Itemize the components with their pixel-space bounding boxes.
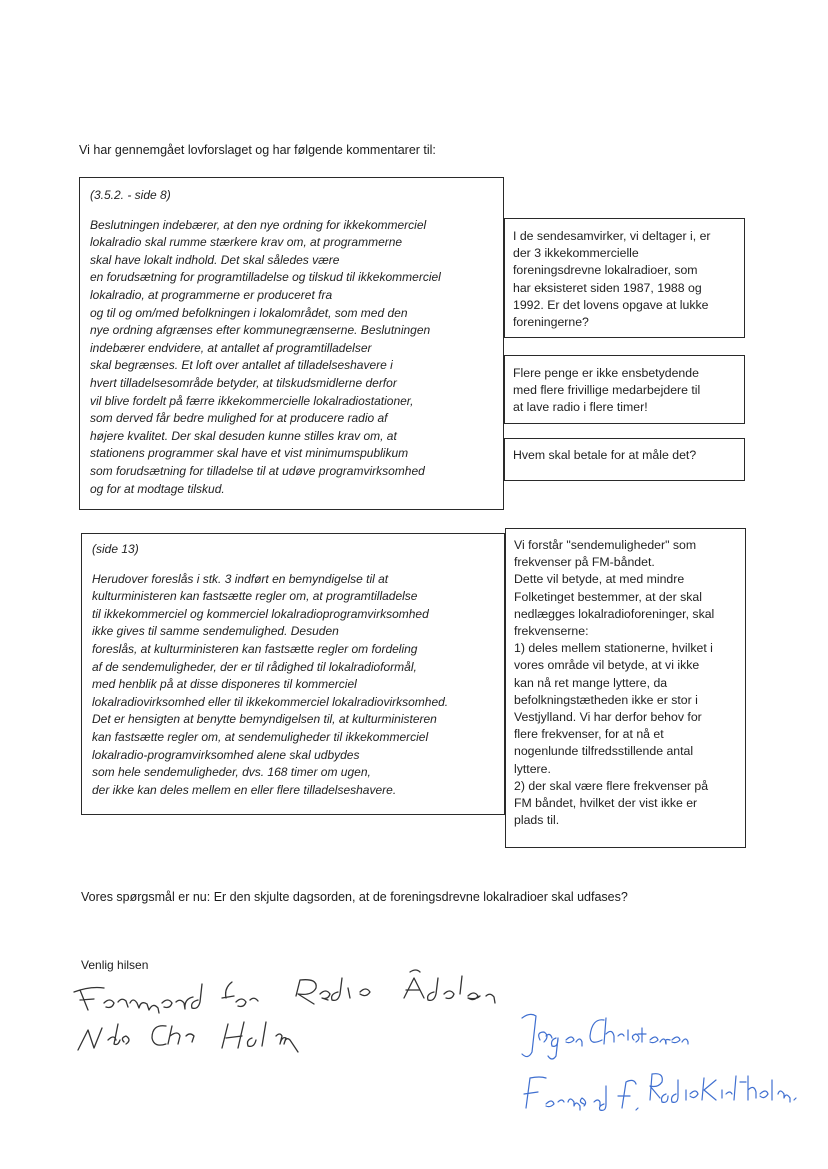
quote-line: kan fastsætte regler om, at sendemuligheder til ikkekommerciel — [92, 729, 429, 744]
quote-line: foreslås, at kulturministeren kan fastsætte regler om fordeling — [92, 641, 418, 656]
quote-line: højere kvalitet. Der skal desuden kunne stilles krav om, at — [90, 428, 397, 443]
quote-line: som forudsætning for tilladelse til at udøve programvirksomhed — [90, 463, 425, 478]
quote-line: en forudsætning for programtilladelse og tilskud til ikkekommerciel — [90, 270, 441, 285]
quote-line: lokalradiovirksomhed eller til ikkekommerciel lokalradiovirksomhed. — [92, 694, 449, 709]
quote-line: Herudover foreslås i stk. 3 indført en bemyndigelse til at — [92, 571, 389, 586]
comment-line: plads til. — [514, 813, 560, 828]
comment-line: Dette vil betyde, at med mindre — [514, 572, 685, 587]
comment-line: 2) der skal være flere frekvenser på — [514, 778, 709, 793]
comment-line: der 3 ikkekommercielle — [513, 246, 639, 261]
quote-line: som hele sendemuligheder, dvs. 168 timer om ugen, — [92, 765, 371, 780]
comment-line: FM båndet, hvilket der vist ikke er — [514, 796, 698, 811]
quote-line: nye ordning afgrænses efter kommunegrænserne. Beslutningen — [90, 323, 431, 338]
quote-line: skal begrænses. Et loft over antallet af tilladelseshavere i — [90, 358, 393, 373]
closing-greeting: Venlig hilsen — [81, 958, 149, 972]
quote-line: som derved får bedre mulighed for at producere radio af — [90, 411, 388, 426]
quote-line: og til og om/med befolkningen i lokalområdet, som med den — [90, 305, 408, 320]
quote-line: indebærer endvidere, at antallet af programtilladelser — [90, 340, 372, 355]
comment-line: foreningerne? — [513, 315, 589, 330]
signature-left — [74, 970, 495, 1052]
comment-line: nogenlunde tilfredsstillende antal — [514, 744, 694, 759]
comment-line: Flere penge er ikke ensbetydende — [513, 366, 699, 380]
quote-line: lokalradio-programvirksomhed alene skal udbydes — [92, 747, 360, 762]
quote-line: ikke gives til samme sendemulighed. Desuden — [92, 624, 339, 639]
comment-line: nedlægges lokalradioforeninger, skal — [514, 606, 715, 621]
quote-line: af de sendemuligheder, der er til rådighed til lokalradioformål, — [92, 659, 417, 674]
comment-line: lyttere. — [514, 761, 551, 776]
quote-line: (side 13) — [92, 542, 139, 556]
quote-line: (3.5.2. - side 8) — [90, 188, 171, 202]
quote-line: vil blive fordelt på færre ikkekommercielle lokalradiostationer, — [90, 393, 414, 408]
quote-line: lokalradio skal rumme stærkere krav om, at programmerne — [90, 235, 403, 250]
quote-line: til ikkekommerciel og kommerciel lokalradioprogramvirksomhed — [92, 606, 429, 621]
quote-line: med henblik på at disse disponeres til kommerciel — [92, 677, 357, 692]
quote-line: stationens programmer skal have et vist minimumspublikum — [90, 446, 409, 461]
comment-line: har eksisteret siden 1987, 1988 og — [513, 280, 702, 295]
question-text: Vores spørgsmål er nu: Er den skjulte dagsorden, at de foreningsdrevne lokalradioer skal udfases? — [81, 890, 628, 904]
quote-line: skal have lokalt indhold. Det skal således være — [90, 252, 340, 267]
comment-line: I de sendesamvirker, vi deltager i, er — [513, 229, 711, 243]
comment-line: befolkningstætheden ikke er stor i — [514, 692, 698, 707]
quote-line: Det er hensigten at benytte bemyndigelsen til, at kulturministeren — [92, 712, 437, 727]
quote-line: kulturministeren kan fastsætte regler om, at programtilladelse — [92, 589, 418, 604]
quote-line: hvert tilladelsesområde betyder, at tilskudsmidlerne derfor — [90, 375, 397, 390]
comment-line: foreningsdrevne lokalradioer, som — [513, 263, 698, 278]
intro-text: Vi har gennemgået lovforslaget og har følgende kommentarer til: — [79, 143, 436, 157]
quote-line: og for at modtage tilskud. — [90, 481, 225, 496]
comment-line: frekvenser på FM-båndet. — [514, 555, 655, 570]
comment-line: kan nå ret mange lyttere, da — [514, 675, 668, 690]
comment-line: frekvenserne: — [514, 624, 589, 639]
comment-line: Vi forstår "sendemuligheder" som — [514, 538, 697, 552]
comment-line: 1) deles mellem stationerne, hvilket i — [514, 641, 713, 656]
signature-right — [522, 1014, 796, 1110]
comment-line: Folketinget bestemmer, at der skal — [514, 589, 702, 604]
comment-line: flere frekvenser, for at nå et — [514, 727, 664, 742]
comment-line: med flere frivillige medarbejdere til — [513, 383, 701, 398]
quote-line: lokalradio, at programmerne er produceret fra — [90, 287, 333, 302]
quote-line: Beslutningen indebærer, at den nye ordning for ikkekommerciel — [90, 217, 427, 232]
comment-line: 1992. Er det lovens opgave at lukke — [513, 297, 709, 312]
quote-line: der ikke kan deles mellem en eller flere tilladelseshavere. — [92, 782, 397, 797]
comment-line: Hvem skal betale for at måle det? — [513, 448, 697, 462]
comment-line: at lave radio i flere timer! — [513, 400, 648, 415]
comment-line: Vestjylland. Vi har derfor behov for — [514, 710, 702, 725]
comment-line: vores område vil betyde, at vi ikke — [514, 658, 700, 673]
